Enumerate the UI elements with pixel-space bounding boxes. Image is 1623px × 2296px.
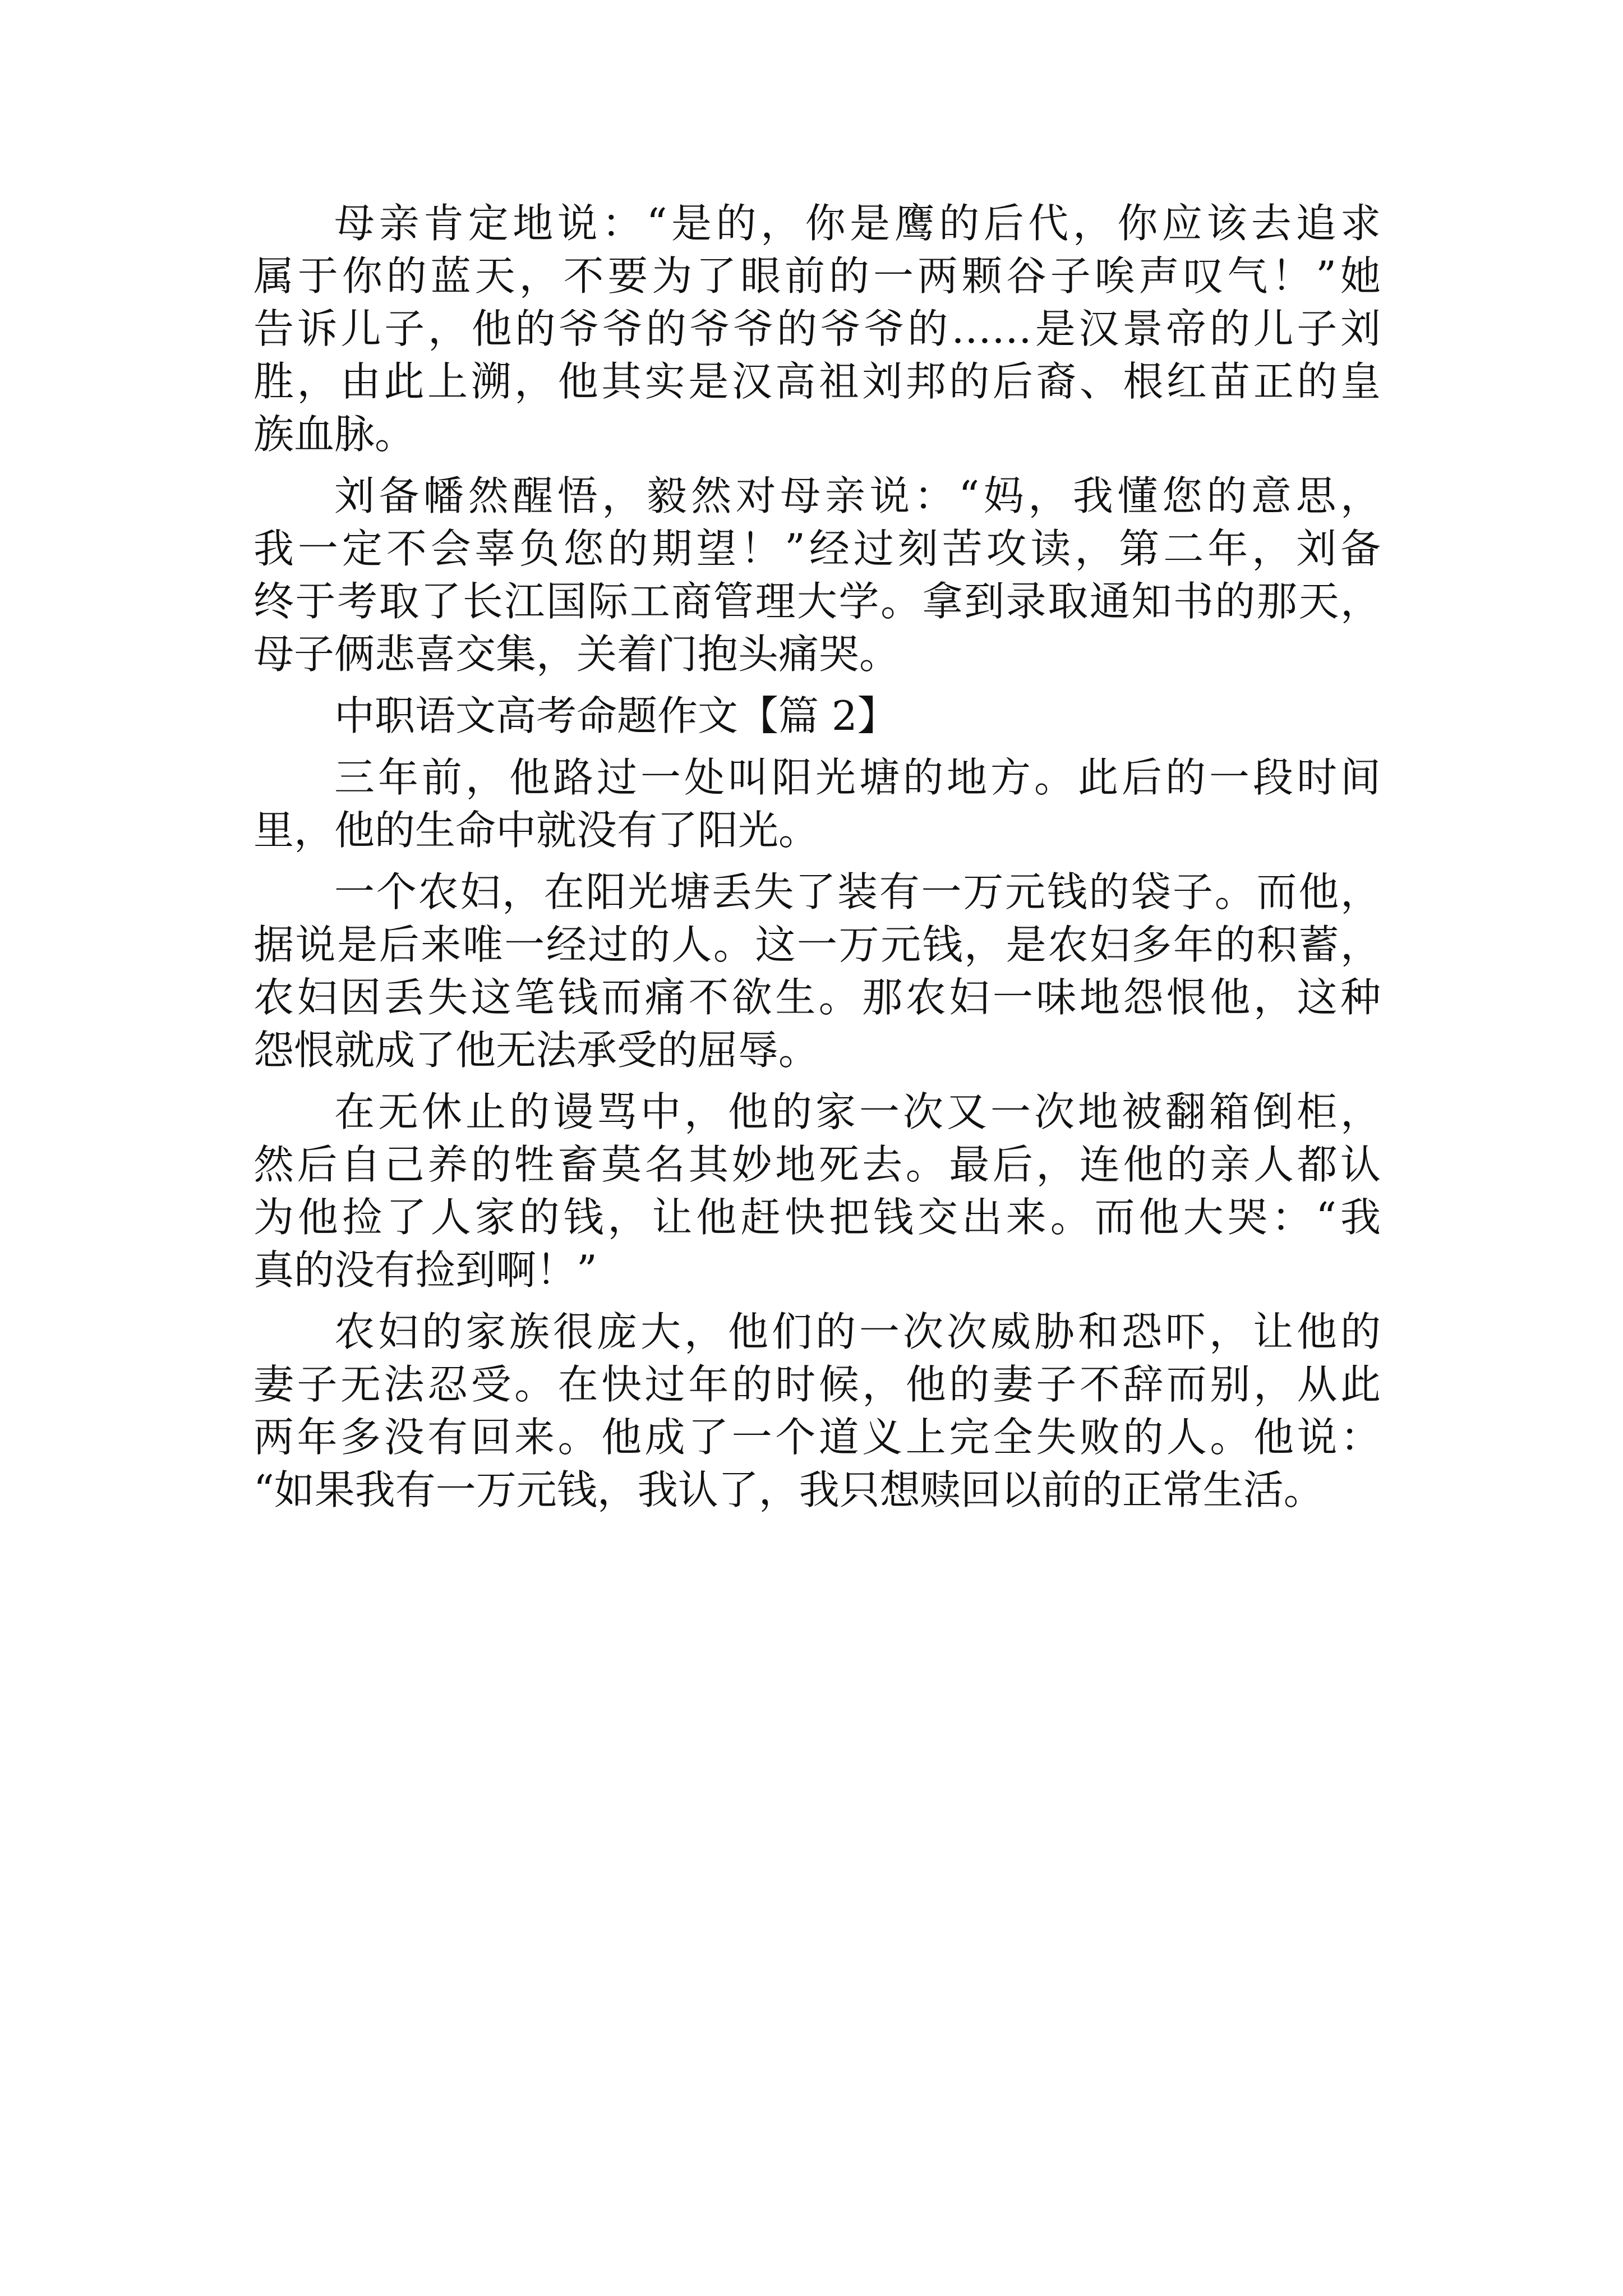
heading-text: 中职语文高考命题作文【篇 2】 [334, 692, 898, 739]
text-line: “如果我有一万元钱，我认了，我只想赎回以前的正常生活。 [253, 1466, 1324, 1513]
text-line: 农妇的家族很庞大，他们的一次次威胁和恐吓，让他的 [334, 1308, 1381, 1355]
text-line: 族血脉。 [253, 411, 416, 458]
text-line: 里，他的生命中就没有了阳光。 [253, 807, 819, 854]
text-line: 母亲肯定地说：“是的，你是鹰的后代，你应该去追求 [334, 200, 1381, 247]
text-line: 农妇因丢失这笔钱而痛不欲生。那农妇一味地怨恨他，这种 [253, 974, 1381, 1021]
text-line: 终于考取了长江国际工商管理大学。拿到录取通知书的那天， [253, 578, 1381, 625]
paragraph [253, 1086, 1381, 1296]
document-body [253, 197, 1381, 1517]
paragraph [253, 197, 1381, 460]
text-line: 在无休止的谩骂中，他的家一次又一次地被翻箱倒柜， [334, 1088, 1381, 1135]
text-line: 然后自己养的牲畜莫名其妙地死去。最后，连他的亲人都认 [253, 1141, 1381, 1188]
text-line: 告诉儿子，他的爷爷的爷爷的爷爷的……是汉景帝的儿子刘 [253, 305, 1381, 352]
text-line: 我一定不会辜负您的期望！”经过刻苦攻读，第二年，刘备 [253, 525, 1381, 572]
text-line: 怨恨就成了他无法承受的屈辱。 [253, 1027, 819, 1074]
text-line: 真的没有捡到啊！” [253, 1246, 597, 1294]
text-line: 胜，由此上溯，他其实是汉高祖刘邦的后裔、根红苗正的皇 [253, 358, 1381, 405]
text-line: 一个农妇，在阳光塘丢失了装有一万元钱的袋子。而他， [334, 868, 1381, 915]
text-line: 两年多没有回来。他成了一个道义上完全失败的人。他说： [253, 1414, 1381, 1461]
paragraph [253, 752, 1381, 856]
text-line: 为他捡了人家的钱，让他赶快把钱交出来。而他大哭：“我 [253, 1194, 1381, 1241]
text-line: 妻子无法忍受。在快过年的时候，他的妻子不辞而别，从此 [253, 1361, 1381, 1408]
text-line: 属于你的蓝天，不要为了眼前的一两颗谷子唉声叹气！”她 [253, 252, 1381, 300]
paragraph [253, 1306, 1381, 1516]
paragraph [253, 470, 1381, 680]
section-heading [253, 690, 1381, 742]
paragraph [253, 866, 1381, 1076]
text-line: 三年前，他路过一处叫阳光塘的地方。此后的一段时间 [334, 754, 1381, 801]
text-line: 刘备幡然醒悟，毅然对母亲说：“妈，我懂您的意思， [334, 472, 1381, 519]
text-line: 母子俩悲喜交集，关着门抱头痛哭。 [253, 631, 900, 678]
text-line: 据说是后来唯一经过的人。这一万元钱，是农妇多年的积蓄， [253, 921, 1381, 968]
